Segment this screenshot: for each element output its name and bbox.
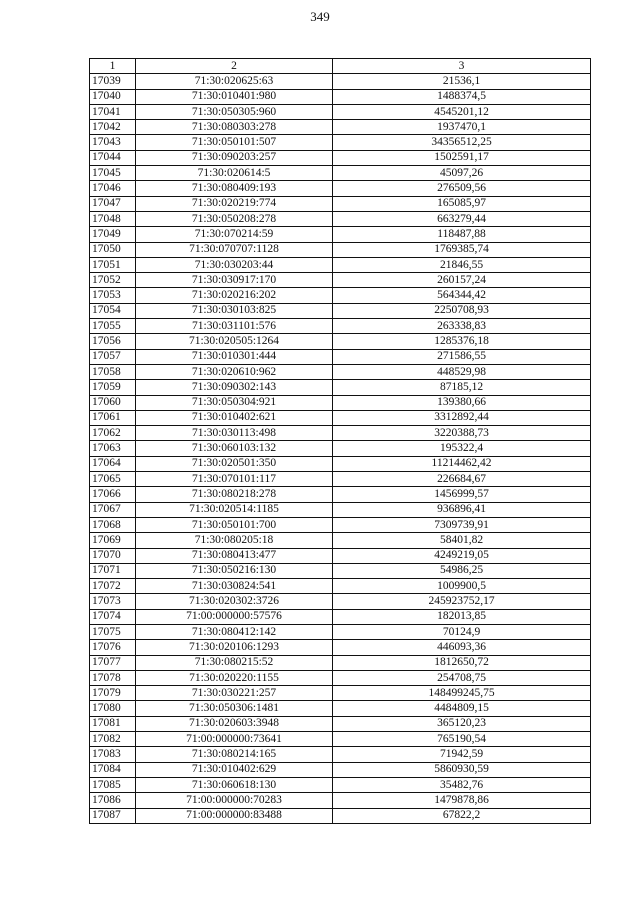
cadastral-number-cell: 71:30:090203:257 [136,150,333,165]
row-number-cell: 17076 [90,640,136,655]
cadastral-value-cell: 1812650,72 [333,655,591,670]
cadastral-value-cell: 1009900,5 [333,579,591,594]
cadastral-number-cell: 71:30:030103:825 [136,303,333,318]
cadastral-number-cell: 71:30:050304:921 [136,395,333,410]
cadastral-value-cell: 765190,54 [333,732,591,747]
table-row [90,288,591,303]
row-number-cell: 17064 [90,456,136,471]
cadastral-value-cell: 58401,82 [333,533,591,548]
cadastral-value-cell: 67822,2 [333,808,591,823]
row-number-cell: 17069 [90,533,136,548]
cadastral-value-cell: 35482,76 [333,777,591,792]
cadastral-value-cell: 3312892,44 [333,410,591,425]
cadastral-value-cell: 1937470,1 [333,120,591,135]
cadastral-number-cell: 71:30:030113:498 [136,426,333,441]
cadastral-value-cell: 365120,23 [333,716,591,731]
cadastral-number-cell: 71:00:000000:70283 [136,793,333,808]
table-row [90,196,591,211]
row-number-cell: 17062 [90,426,136,441]
table-body [90,74,591,824]
cadastral-number-cell: 71:30:030221:257 [136,686,333,701]
cadastral-number-cell: 71:30:080214:165 [136,747,333,762]
table-row [90,533,591,548]
row-number-cell: 17081 [90,716,136,731]
row-number-cell: 17082 [90,732,136,747]
row-number-cell: 17057 [90,349,136,364]
row-number-cell: 17073 [90,594,136,609]
table-row [90,135,591,150]
row-number-cell: 17043 [90,135,136,150]
cadastral-number-cell: 71:30:080215:52 [136,655,333,670]
row-number-cell: 17085 [90,777,136,792]
cadastral-number-cell: 71:30:031101:576 [136,319,333,334]
cadastral-value-cell: 276509,56 [333,181,591,196]
table-row [90,74,591,89]
row-number-cell: 17072 [90,579,136,594]
table-row [90,242,591,257]
cadastral-value-cell: 254708,75 [333,670,591,685]
table-row [90,609,591,624]
cadastral-value-cell: 1488374,5 [333,89,591,104]
row-number-cell: 17080 [90,701,136,716]
row-number-cell: 17047 [90,196,136,211]
table-row [90,502,591,517]
cadastral-value-cell: 1479878,86 [333,793,591,808]
cadastral-number-cell: 71:00:000000:83488 [136,808,333,823]
table-row [90,670,591,685]
table-row [90,808,591,823]
table-row [90,777,591,792]
table-row [90,426,591,441]
table-row [90,441,591,456]
cadastral-value-cell: 663279,44 [333,211,591,226]
table-row [90,563,591,578]
row-number-cell: 17053 [90,288,136,303]
cadastral-number-cell: 71:00:000000:57576 [136,609,333,624]
row-number-cell: 17041 [90,104,136,119]
cadastral-number-cell: 71:30:010301:444 [136,349,333,364]
row-number-cell: 17048 [90,211,136,226]
cadastral-number-cell: 71:30:020219:774 [136,196,333,211]
row-number-cell: 17052 [90,273,136,288]
table-row [90,472,591,487]
cadastral-number-cell: 71:30:050101:700 [136,517,333,532]
cadastral-number-cell: 71:30:020106:1293 [136,640,333,655]
row-number-cell: 17078 [90,670,136,685]
cadastral-value-cell: 1456999,57 [333,487,591,502]
table-row [90,334,591,349]
cadastral-value-cell: 45097,26 [333,166,591,181]
row-number-cell: 17074 [90,609,136,624]
row-number-cell: 17071 [90,563,136,578]
row-number-cell: 17086 [90,793,136,808]
table-row [90,257,591,272]
cadastral-value-cell: 1502591,17 [333,150,591,165]
cadastral-value-cell: 54986,25 [333,563,591,578]
row-number-cell: 17044 [90,150,136,165]
cadastral-value-cell: 182013,85 [333,609,591,624]
cadastral-value-cell: 4249219,05 [333,548,591,563]
cadastral-value-cell: 564344,42 [333,288,591,303]
table-row [90,487,591,502]
row-number-cell: 17068 [90,517,136,532]
cadastral-value-cell: 11214462,42 [333,456,591,471]
cadastral-value-cell: 70124,9 [333,624,591,639]
row-number-cell: 17087 [90,808,136,823]
cadastral-number-cell: 71:30:020514:1185 [136,502,333,517]
page-number: 349 [310,9,330,24]
table-row [90,410,591,425]
table-row [90,273,591,288]
table-row [90,548,591,563]
cadastral-value-cell: 263338,83 [333,319,591,334]
table-row [90,150,591,165]
table-row [90,762,591,777]
table-row [90,793,591,808]
row-number-cell: 17056 [90,334,136,349]
row-number-cell: 17055 [90,319,136,334]
table-row [90,104,591,119]
row-number-cell: 17054 [90,303,136,318]
row-number-cell: 17061 [90,410,136,425]
cadastral-number-cell: 71:30:020603:3948 [136,716,333,731]
row-number-cell: 17066 [90,487,136,502]
cadastral-number-cell: 71:30:050208:278 [136,211,333,226]
cadastral-value-cell: 936896,41 [333,502,591,517]
cadastral-number-cell: 71:30:020614:5 [136,166,333,181]
table-row [90,120,591,135]
row-number-cell: 17058 [90,364,136,379]
cadastral-number-cell: 71:30:080303:278 [136,120,333,135]
table-row [90,701,591,716]
table-row [90,166,591,181]
cadastral-number-cell: 71:30:020501:350 [136,456,333,471]
cadastral-value-cell: 2250708,93 [333,303,591,318]
cadastral-number-cell: 71:30:080412:142 [136,624,333,639]
table-row [90,380,591,395]
cadastral-value-cell: 87185,12 [333,380,591,395]
cadastral-value-table [89,58,591,824]
cadastral-value-cell: 7309739,91 [333,517,591,532]
cadastral-number-cell: 71:30:070101:117 [136,472,333,487]
cadastral-number-cell: 71:30:050101:507 [136,135,333,150]
row-number-cell: 17042 [90,120,136,135]
table-row [90,640,591,655]
cadastral-value-cell: 34356512,25 [333,135,591,150]
cadastral-number-cell: 71:30:080205:18 [136,533,333,548]
cadastral-value-cell: 260157,24 [333,273,591,288]
cadastral-number-cell: 71:30:050306:1481 [136,701,333,716]
row-number-cell: 17083 [90,747,136,762]
cadastral-number-cell: 71:30:020216:202 [136,288,333,303]
cadastral-value-cell: 448529,98 [333,364,591,379]
row-number-cell: 17046 [90,181,136,196]
row-number-cell: 17060 [90,395,136,410]
row-number-cell: 17059 [90,380,136,395]
cadastral-number-cell: 71:30:020220:1155 [136,670,333,685]
table-row [90,364,591,379]
cadastral-number-cell: 71:30:010402:621 [136,410,333,425]
row-number-cell: 17077 [90,655,136,670]
cadastral-value-cell: 226684,67 [333,472,591,487]
cadastral-number-cell: 71:30:020302:3726 [136,594,333,609]
cadastral-number-cell: 71:30:030203:44 [136,257,333,272]
cadastral-number-cell: 71:30:050216:130 [136,563,333,578]
table-row [90,732,591,747]
cadastral-value-cell: 245923752,17 [333,594,591,609]
cadastral-number-cell: 71:30:020505:1264 [136,334,333,349]
cadastral-number-cell: 71:30:030824:541 [136,579,333,594]
table-row [90,594,591,609]
row-number-cell: 17084 [90,762,136,777]
cadastral-number-cell: 71:30:090302:143 [136,380,333,395]
row-number-cell: 17049 [90,227,136,242]
table-row [90,319,591,334]
row-number-cell: 17051 [90,257,136,272]
cadastral-value-cell: 271586,55 [333,349,591,364]
cadastral-number-cell: 71:30:030917:170 [136,273,333,288]
cadastral-number-cell: 71:30:050305:960 [136,104,333,119]
cadastral-number-cell: 71:00:000000:73641 [136,732,333,747]
table-row [90,655,591,670]
cadastral-value-cell: 148499245,75 [333,686,591,701]
row-number-cell: 17050 [90,242,136,257]
cadastral-number-cell: 71:30:060103:132 [136,441,333,456]
table-row [90,579,591,594]
cadastral-number-cell: 71:30:080413:477 [136,548,333,563]
row-number-cell: 17067 [90,502,136,517]
table-header-row [90,59,591,74]
column-header-1: 1 [90,59,136,74]
table-row [90,517,591,532]
cadastral-value-cell: 71942,59 [333,747,591,762]
table-row [90,716,591,731]
table-row [90,211,591,226]
cadastral-number-cell: 71:30:020625:63 [136,74,333,89]
cadastral-value-cell: 21536,1 [333,74,591,89]
cadastral-number-cell: 71:30:080218:278 [136,487,333,502]
table-row [90,686,591,701]
cadastral-value-cell: 5860930,59 [333,762,591,777]
cadastral-number-cell: 71:30:020610:962 [136,364,333,379]
column-header-3: 3 [333,59,591,74]
cadastral-value-cell: 165085,97 [333,196,591,211]
cadastral-value-cell: 118487,88 [333,227,591,242]
row-number-cell: 17045 [90,166,136,181]
table-row [90,395,591,410]
column-header-2: 2 [136,59,333,74]
cadastral-value-cell: 4545201,12 [333,104,591,119]
cadastral-number-cell: 71:30:080409:193 [136,181,333,196]
table-row [90,624,591,639]
table-row [90,747,591,762]
cadastral-number-cell: 71:30:070214:59 [136,227,333,242]
table-row [90,456,591,471]
table-row [90,181,591,196]
cadastral-value-cell: 21846,55 [333,257,591,272]
row-number-cell: 17070 [90,548,136,563]
table-row [90,89,591,104]
cadastral-number-cell: 71:30:060618:130 [136,777,333,792]
row-number-cell: 17075 [90,624,136,639]
table-row [90,227,591,242]
table-row [90,303,591,318]
cadastral-value-cell: 4484809,15 [333,701,591,716]
cadastral-value-cell: 139380,66 [333,395,591,410]
cadastral-value-cell: 1285376,18 [333,334,591,349]
row-number-cell: 17065 [90,472,136,487]
cadastral-number-cell: 71:30:070707:1128 [136,242,333,257]
row-number-cell: 17079 [90,686,136,701]
cadastral-value-cell: 195322,4 [333,441,591,456]
cadastral-number-cell: 71:30:010402:629 [136,762,333,777]
row-number-cell: 17039 [90,74,136,89]
row-number-cell: 17063 [90,441,136,456]
cadastral-number-cell: 71:30:010401:980 [136,89,333,104]
cadastral-value-cell: 3220388,73 [333,426,591,441]
row-number-cell: 17040 [90,89,136,104]
table-row [90,349,591,364]
cadastral-value-cell: 446093,36 [333,640,591,655]
cadastral-value-cell: 1769385,74 [333,242,591,257]
